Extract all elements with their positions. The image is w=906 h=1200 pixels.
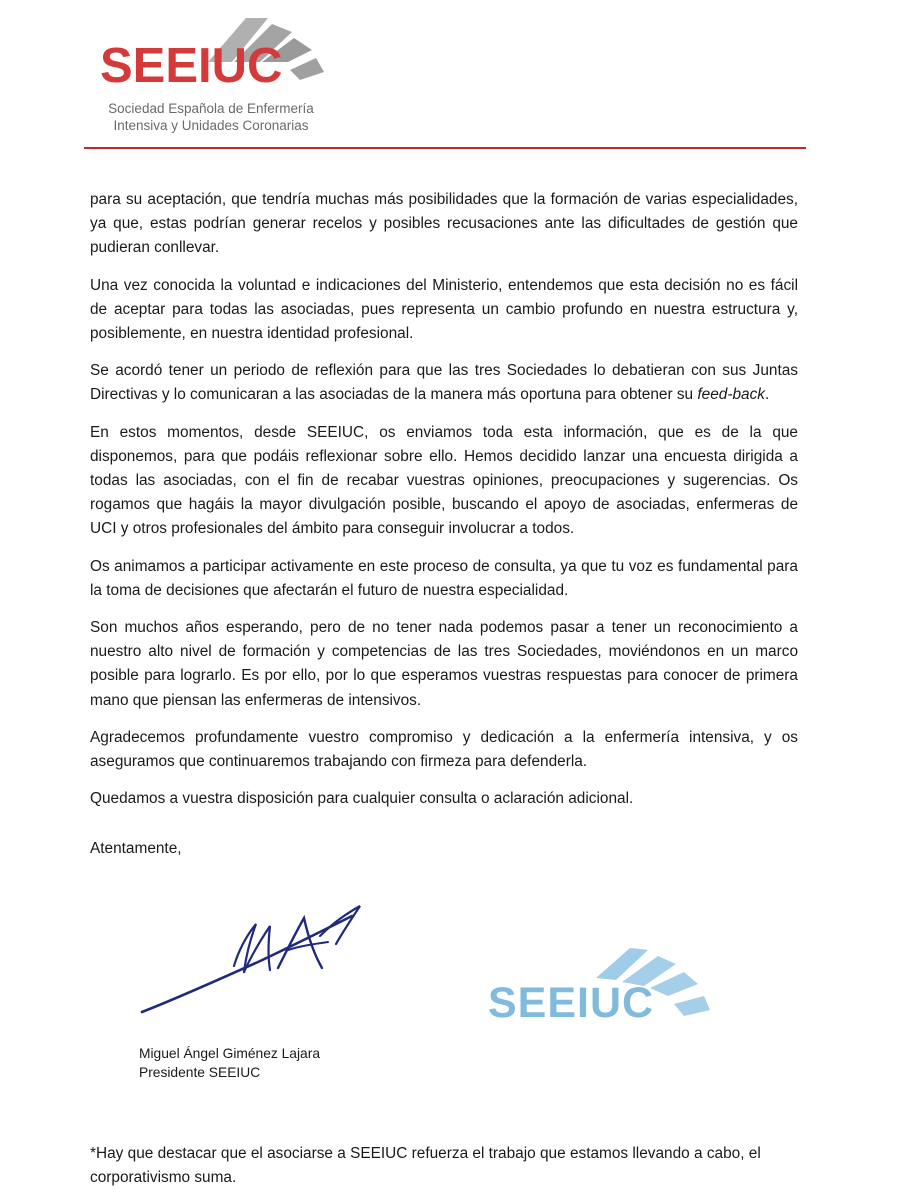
signer-role: Presidente SEEIUC — [139, 1065, 261, 1080]
logo-subtitle-line1: Sociedad Española de Enfermería — [108, 101, 314, 116]
footnote: *Hay que destacar que el asociarse a SEEIUC refuerza el trabajo que estamos llevando a cabo, el corporativismo suma. — [90, 1145, 761, 1186]
stamp-text: SEEIUC — [488, 979, 655, 1027]
header-divider — [84, 147, 806, 149]
signature-strokes — [138, 902, 370, 1018]
logo-title: SEEIUC — [100, 39, 283, 93]
seeiuc-stamp — [478, 944, 728, 1044]
paragraph-7: Agradecemos profundamente vuestro compromiso y dedicación a la enfermería intensiva, y os aseguramos que continuaremos trabajando con firmeza para defenderla. — [90, 728, 798, 771]
paragraph-8: Quedamos a vuestra disposición para cualquier consulta o aclaración adicional. — [90, 790, 634, 808]
paragraph-3-text: Se acordó tener un periodo de reflexión para que las tres Sociedades lo debatieran con sus Juntas Directivas y lo comunicaran a las asociadas de la manera más oportuna para obtener su — [90, 362, 798, 404]
signer-name: Miguel Ángel Giménez Lajara — [139, 1046, 320, 1061]
letter-body — [90, 188, 798, 824]
feedback-suffix: . — [765, 386, 770, 404]
seeiuc-logo — [96, 14, 336, 133]
signer-block — [139, 1044, 320, 1082]
paragraph-3 — [90, 359, 798, 407]
paragraph-4: En estos momentos, desde SEEIUC, os enviamos toda esta información, que es de la que disponemos, para que podáis reflexionar sobre ello. Hemos decidido lanzar una encuesta dirigida a todas las asociadas, con el fin de recabar vuestras opiniones, preocupaciones y sugerencias. Os rogamos que hagáis la mayor divulgación posible, buscando el apoyo de asociadas, enfermeras de UCI y otros profesionales del ámbito para conseguir involucrar a todos. — [90, 423, 798, 538]
handwritten-signature — [138, 902, 370, 1018]
closing-salutation: Atentamente, — [90, 840, 182, 857]
logo-subtitle — [98, 100, 324, 134]
paragraph-6: Son muchos años esperando, pero de no tener nada podemos pasar a tener un reconocimiento a nuestro alto nivel de formación y competencias de las tres Sociedades, moviéndonos en un marco posible para lograrlo. Es por ello, por lo que esperamos vuestras respuestas para conocer de primera mano que piensan las enfermeras de intensivos. — [90, 619, 798, 709]
paragraph-1: para su aceptación, que tendría muchas más posibilidades que la formación de varias especialidades, ya que, estas podrían generar recelos y posibles recusaciones ante las dificultades de gestión que pudieran conllevar. — [90, 191, 798, 257]
paragraph-2: Una vez conocida la voluntad e indicaciones del Ministerio, entendemos que esta decisión no es fácil de aceptar para todas las asociadas, pues representa un cambio profundo en nuestra estructura y, posiblemente, en nuestra identidad profesional. — [90, 276, 798, 343]
paragraph-5: Os animamos a participar activamente en este proceso de consulta, ya que tu voz es fundamental para la toma de decisiones que afectarán el futuro de nuestra especialidad. — [90, 557, 798, 599]
feedback-term: feed-back — [697, 386, 765, 404]
logo-subtitle-line2: Intensiva y Unidades Coronarias — [113, 118, 309, 133]
